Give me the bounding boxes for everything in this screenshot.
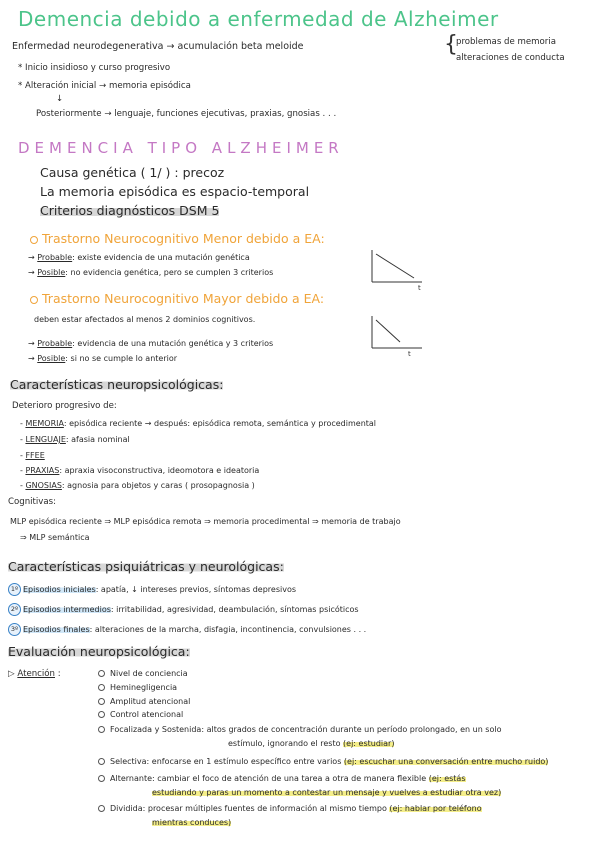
eval-focal: Focalizada y Sostenida: altos grados de concentración durante un período prolongado, en un solo <box>98 726 501 735</box>
neuro-heading: Características neuropsicológicas: <box>10 377 224 392</box>
cognitivas-row-1: MLP episódica reciente ⇒ MLP episódica remota ⇒ memoria procedimental ⇒ memoria de trabajo <box>10 517 401 526</box>
menor-heading: Trastorno Neurocognitivo Menor debido a EA: <box>30 232 325 246</box>
bullet-icon <box>98 670 105 677</box>
bullet-icon <box>98 684 105 691</box>
criteria-line: Criterios diagnósticos DSM 5 <box>40 203 220 218</box>
cause-line: Causa genética ( 1/ ) : precoz <box>40 165 225 180</box>
psiq-heading: Características psiquiátricas y neurológicas: <box>8 559 284 574</box>
eval-list-item-4: Control atencional <box>98 711 183 720</box>
eval-list-item-2: Heminegligencia <box>98 684 177 693</box>
neuro-item-ffee: - FFEE <box>20 451 45 460</box>
intro-line-3: * Alteración inicial → memoria episódica <box>18 81 191 91</box>
intro-outcome-1: problemas de memoria <box>456 37 556 47</box>
intro-outcome-2: alteraciones de conducta <box>456 53 565 63</box>
neuro-intro: Deterioro progresivo de: <box>12 401 117 411</box>
arrow-down: ↓ <box>56 94 64 104</box>
eval-dividida-2: mientras conduces) <box>152 818 232 827</box>
cognitivas-label: Cognitivas: <box>8 497 57 507</box>
neuro-item-praxias: - PRAXIAS: apraxia visoconstructiva, ideomotora e ideatoria <box>20 466 260 475</box>
decline-graph-menor <box>368 248 428 290</box>
section-heading-tipo: DEMENCIA TIPO ALZHEIMER <box>18 139 344 157</box>
eval-dividida: Dividida: procesar múltiples fuentes de información al mismo tiempo (ej: hablar por teléfono <box>98 805 482 814</box>
page-title: Demencia debido a enfermedad de Alzheimer <box>18 7 499 31</box>
psiq-item-2: 2º Episodios intermedios: irritabilidad, agresividad, deambulación, síntomas psicóticos <box>8 603 359 616</box>
mayor-heading: Trastorno Neurocognitivo Mayor debido a EA: <box>30 292 324 306</box>
mayor-probable: → Probable: evidencia de una mutación genética y 3 criterios <box>28 339 274 348</box>
bullet-icon <box>98 805 105 812</box>
neuro-item-gnosias: - GNOSIAS: agnosia para objetos y caras ( prosopagnosia ) <box>20 481 255 490</box>
eval-selectiva: Selectiva: enfocarse en 1 estímulo específico entre varios (ej: escuchar una conversación entre mucho ruido) <box>98 758 548 767</box>
bullet-icon <box>98 726 105 733</box>
bullet-icon <box>98 758 105 765</box>
eval-alternante-2: estudiando y paras un momento a contestar un mensaje y vuelves a estudiar otra vez) <box>152 788 502 797</box>
intro-line-4: Posteriormente → lenguaje, funciones ejecutivas, praxias, gnosias . . . <box>36 109 337 119</box>
intro-line-1: Enfermedad neurodegenerativa → acumulación beta meloide <box>12 41 304 52</box>
eval-heading: Evaluación neuropsicológica: <box>8 644 190 659</box>
bullet-icon <box>98 775 105 782</box>
menor-probable: → Probable: existe evidencia de una mutación genética <box>28 253 250 262</box>
eval-list-item-1: Nivel de conciencia <box>98 670 188 679</box>
memory-line: La memoria episódica es espacio-temporal <box>40 184 310 199</box>
eval-list-item-3: Amplitud atencional <box>98 698 190 707</box>
psiq-item-1: 1º Episodios iniciales: apatía, ↓ intereses previos, síntomas depresivos <box>8 583 296 596</box>
atencion-label: ▷ Atención : <box>8 669 61 679</box>
bullet-icon <box>30 236 38 244</box>
psiq-item-3: 3º Episodios finales: alteraciones de la marcha, disfagia, incontinencia, convulsiones . . . <box>8 623 366 636</box>
decline-graph-mayor <box>368 314 428 358</box>
intro-line-2: * Inicio insidioso y curso progresivo <box>18 63 171 73</box>
bullet-icon <box>98 711 105 718</box>
eval-focal-2: estímulo, ignorando el resto (ej: estudiar) <box>228 739 395 748</box>
bullet-icon <box>30 296 38 304</box>
cognitivas-row-2: ⇒ MLP semántica <box>20 533 90 542</box>
eval-alternante: Alternante: cambiar el foco de atención de una tarea a otra de manera flexible (ej: estás <box>98 775 466 784</box>
neuro-item-memoria: - MEMORIA: episódica reciente → después: episódica remota, semántica y procedimental <box>20 419 377 428</box>
menor-posible: → Posible: no evidencia genética, pero se cumplen 3 criterios <box>28 268 274 277</box>
neuro-item-lenguaje: - LENGUAJE: afasia nominal <box>20 435 130 444</box>
bullet-icon <box>98 698 105 705</box>
graph-axis-label: t <box>418 284 421 290</box>
graph-axis-label: t <box>408 350 411 358</box>
mayor-intro: deben estar afectados al menos 2 dominios cognitivos. <box>34 315 256 324</box>
brace: { <box>444 32 458 57</box>
mayor-posible: → Posible: si no se cumple lo anterior <box>28 354 178 363</box>
